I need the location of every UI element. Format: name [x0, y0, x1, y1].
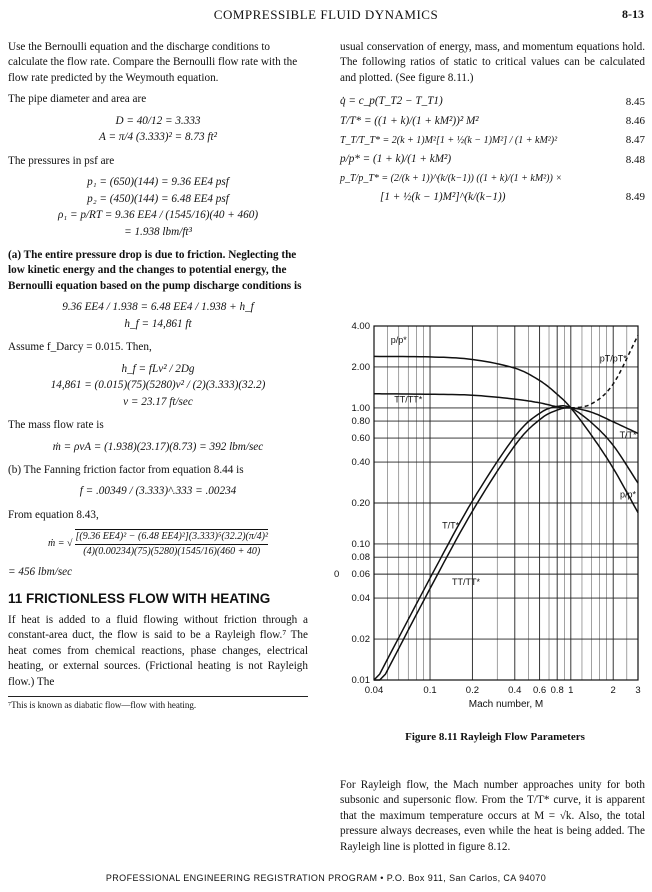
- x-tick-label: 0.04: [364, 685, 384, 696]
- eq-numeric: 14,861 = (0.015)(75)(5280)v² / (2)(3.333)(32.2): [50, 379, 266, 392]
- y-tick-label: 1.00: [351, 402, 370, 414]
- series-label: T/T*: [619, 430, 637, 441]
- x-tick-label: 0.6: [532, 685, 547, 696]
- y-tick-label: 4.00: [351, 321, 370, 332]
- section-body: If heat is added to a fluid flowing without friction through a constant-area duct, the flow is said to be a Rayleigh flow.⁷ The heat comes from chemical reactions, phase changes, electrical heating, or external sources. (Frictional heating is not Rayleigh flow.) The: [8, 614, 308, 688]
- page-header-title: COMPRESSIBLE FLUID DYNAMICS: [213, 7, 439, 22]
- equation-row: [340, 172, 645, 186]
- series-label: pT/pT*: [599, 353, 627, 364]
- series-label: TT/TT*: [451, 576, 480, 587]
- x-tick-label: 0.2: [465, 685, 480, 696]
- assume-text: Assume f_Darcy = 0.015. Then,: [8, 341, 152, 354]
- y-tick-label: 0.40: [351, 457, 370, 469]
- equation-number: 8.46: [625, 114, 645, 127]
- eq-mass-flow: ṁ = ρvA = (1.938)(23.17)(8.73) = 392 lbm/sec: [52, 440, 264, 453]
- eq-diameter: D = 40/12 = 3.333: [115, 114, 201, 127]
- equation-text: T_T/T_T* = 2(k + 1)M²[1 + ½(k − 1)M²] / (1 + kM²)²: [340, 134, 558, 146]
- eq-density: ρ₁ = p/RT = 9.36 EE4 / (1545/16)(40 + 460): [57, 209, 259, 222]
- eq-weymouth-numerator: [(9.36 EE4)² − (6.48 EE4)²](3.333)⁵(32.2)(π/4)²: [75, 530, 268, 545]
- equation-number: 8.49: [625, 190, 645, 203]
- zero-label: 0: [334, 569, 340, 581]
- equation-list: [340, 94, 645, 205]
- eq-pressure-block: [8, 175, 308, 240]
- y-tick-label: 0.01: [351, 675, 370, 686]
- y-tick-label: 0.08: [351, 552, 370, 564]
- y-tick-label: 0.04: [351, 593, 370, 605]
- y-tick-label: 0.10: [351, 538, 370, 550]
- footnote: ⁷This is known as diabatic flow—flow with heating.: [8, 696, 308, 711]
- right-closing-paragraph: [340, 778, 645, 861]
- eq-p2: p₂ = (450)(144) = 6.48 EE4 psf: [87, 192, 229, 205]
- page-number: 8-13: [622, 7, 644, 21]
- eq-weymouth-denominator: (4)(0.00234)(75)(5280)(1545/16)(460 + 40): [83, 546, 261, 558]
- series-line-supersonic: [571, 408, 638, 483]
- y-tick-label: 0.06: [351, 569, 370, 581]
- pressures-text: The pressures in psf are: [8, 154, 115, 167]
- x-tick-label: 0.8: [550, 685, 564, 696]
- x-tick-label: 3: [635, 685, 641, 696]
- x-tick-label: 2: [610, 685, 616, 696]
- left-column: [8, 40, 308, 712]
- y-tick-label: 0.02: [351, 634, 370, 646]
- eq-density-result: = 1.938 lbm/ft³: [124, 225, 192, 238]
- equation-text: q̇ = c_p(T_T2 − T_T1): [340, 95, 443, 108]
- equation-text: p_T/p_T* = (2/(k + 1))^(k/(k−1)) ((1 + k)/(1 + kM²)) ×: [340, 172, 563, 184]
- eq-area-block: [8, 114, 308, 146]
- eq-weymouth-result: = 456 lbm/sec: [8, 565, 73, 578]
- y-tick-label: 0.20: [351, 498, 370, 509]
- section-title: 11 FRICTIONLESS FLOW WITH HEATING: [8, 591, 271, 607]
- part-b-text: (b) The Fanning friction factor from equation 8.44 is: [8, 463, 244, 476]
- equation-text: p/p* = (1 + k)/(1 + kM²): [340, 153, 452, 166]
- equation-row: [340, 94, 645, 109]
- rayleigh-flow-chart: [330, 318, 648, 718]
- y-tick-label: 2.00: [351, 361, 370, 373]
- equation-row: [340, 152, 645, 167]
- eq-velocity: v = 23.17 ft/sec: [123, 395, 193, 408]
- eq-p1: p₁ = (650)(144) = 9.36 EE4 psf: [87, 176, 229, 189]
- eq-weymouth-prefix: ṁ = √: [48, 538, 73, 550]
- equation-text: T/T* = ((1 + k)/(1 + kM²))² M²: [340, 114, 479, 127]
- mass-text: The mass flow rate is: [8, 419, 104, 432]
- series-label: T/T*: [442, 520, 460, 531]
- series-label: TT/TT*: [394, 394, 423, 405]
- equation-row: [340, 114, 645, 129]
- eq-darcy: h_f = fLv² / 2Dg: [121, 362, 195, 375]
- page-footer: PROFESSIONAL ENGINEERING REGISTRATION PROGRAM • P.O. Box 911, San Carlos, CA 94070: [105, 873, 547, 883]
- series-line-supersonic: [571, 335, 638, 408]
- pipe-text: The pipe diameter and area are: [8, 93, 147, 106]
- equation-number: 8.48: [625, 153, 645, 166]
- eq-area: A = π/4 (3.333)² = 8.73 ft²: [99, 131, 217, 144]
- series-label: p/p*: [620, 489, 637, 500]
- equation-row: [340, 133, 645, 148]
- right-column: [340, 40, 645, 209]
- y-tick-label: 0.60: [351, 433, 370, 445]
- eq-velocity-block: [8, 362, 308, 410]
- eq-fanning: f = .00349 / (3.333)^.333 = .00234: [79, 485, 237, 498]
- eq-weymouth-block: [8, 529, 308, 559]
- x-axis-label: Mach number, M: [468, 699, 544, 710]
- eq-bernoulli: 9.36 EE4 / 1.938 = 6.48 EE4 / 1.938 + h_f: [62, 301, 254, 314]
- x-tick-label: 0.4: [508, 685, 522, 696]
- right-intro: usual conservation of energy, mass, and momentum equations hold. The following ratios of static to critical values can be calculated and plotted. (See figure 8.11.): [340, 41, 645, 84]
- eq-bernoulli-block: [8, 300, 308, 332]
- x-tick-label: 0.1: [423, 685, 437, 696]
- y-tick-label: 0.80: [351, 416, 370, 428]
- equation-number: 8.47: [625, 134, 645, 147]
- from-text: From equation 8.43,: [8, 508, 99, 521]
- x-tick-label: 1: [568, 685, 574, 696]
- equation-text: [1 + ½(k − 1)M²]^(k/(k−1)): [380, 190, 506, 203]
- part-a-text: (a) The entire pressure drop is due to friction. Neglecting the low kinetic energy and the changes to potential energy, the Bernoulli equation based on the pump discharge conditions is: [8, 248, 302, 292]
- figure-caption: Figure 8.11 Rayleigh Flow Parameters: [405, 731, 585, 743]
- closing-text: For Rayleigh flow, the Mach number approaches unity for both subsonic and supersonic flow. From the T/T* curve, it is apparent that the maximum temperature occurs at M = √k. Also, the total pressure always decreases, even while the heat is being added. The Rayleigh line is plotted in figure 8.12.: [340, 779, 645, 853]
- equation-number: 8.45: [625, 95, 645, 108]
- eq-head-loss: h_f = 14,861 ft: [124, 317, 192, 330]
- series-label: p/p*: [390, 334, 407, 345]
- equation-row: [340, 190, 645, 205]
- intro-paragraph: Use the Bernoulli equation and the discharge conditions to calculate the flow rate. Compare the Bernoulli flow rate with the flow rate predicted by the Weymouth equation.: [8, 41, 298, 84]
